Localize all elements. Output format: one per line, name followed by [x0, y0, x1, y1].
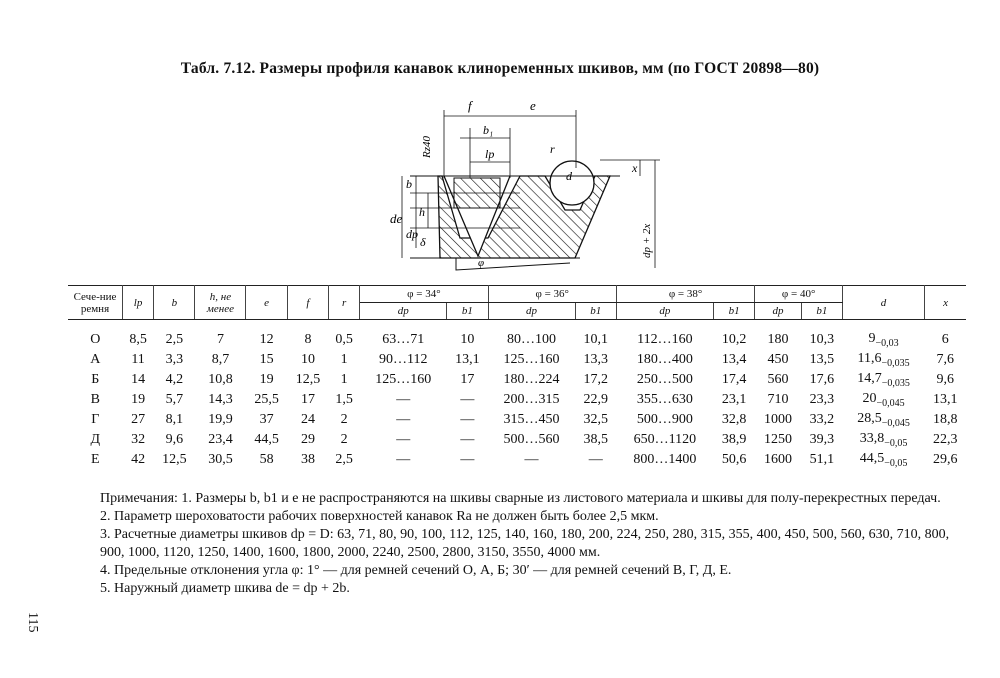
groove-dimensions-table [68, 285, 966, 470]
cell-lp: 11 [131, 352, 145, 367]
table-row [68, 370, 966, 390]
cell-b38: 17,4 [721, 372, 747, 387]
cell-x: 18,8 [933, 412, 958, 427]
cell-b38: 10,2 [721, 332, 747, 347]
cell-dp36: 80…100 [507, 332, 557, 347]
cell-d: $11,6_{-0,035}$ [857, 351, 910, 369]
header-dp40: dp [755, 303, 801, 320]
cell-b34: 13,1 [455, 352, 480, 367]
header-h: h, не менее [195, 286, 246, 320]
label-dp2x: dp + 2x [641, 223, 653, 258]
cell-sec: А [90, 352, 101, 367]
cell-e: 19 [259, 372, 274, 387]
cell-b: 4,2 [165, 372, 184, 387]
cell-d: $33,8_{-0,05}$ [859, 431, 908, 449]
header-dp38: dp [616, 303, 713, 320]
header-d: d [842, 286, 924, 320]
cell-b: 8,1 [165, 412, 184, 427]
cell-b34: 17 [460, 372, 475, 387]
header-lp: lp [123, 286, 154, 320]
header-b1-38: b1 [713, 303, 754, 320]
cell-b40: 39,3 [809, 432, 835, 447]
cell-b: 9,6 [165, 432, 184, 447]
cell-e: 25,5 [254, 392, 279, 407]
cell-dp36: 500…560 [503, 432, 560, 447]
table-row [68, 350, 966, 370]
cell-b36: 22,9 [583, 392, 608, 407]
cell-dp40: 1250 [763, 432, 792, 447]
header-r: r [329, 286, 360, 320]
label-e: e [530, 98, 536, 113]
cell-b34: — [460, 392, 475, 407]
label-dp: dp [406, 227, 418, 241]
cell-h: 23,4 [208, 432, 233, 447]
cell-f: 29 [300, 432, 315, 447]
cell-d: $28,5_{-0,045}$ [857, 411, 910, 429]
cell-b38: 50,6 [721, 452, 747, 467]
cell-b38: 38,9 [721, 432, 747, 447]
label-phi: φ [478, 257, 485, 269]
cell-b36: 10,1 [583, 332, 608, 347]
cell-dp34: 125…160 [375, 372, 432, 387]
table-row [68, 430, 966, 450]
cell-b36: — [588, 452, 603, 467]
cell-dp38: 250…500 [636, 372, 693, 387]
cell-dp36: 315…450 [503, 412, 560, 427]
header-x: x [925, 286, 966, 320]
cell-dp34: — [396, 452, 411, 467]
cell-x: 6 [941, 332, 949, 347]
cell-f: 38 [300, 452, 315, 467]
cell-dp38: 355…630 [636, 392, 693, 407]
cell-h: 14,3 [208, 392, 233, 407]
note-3: 3. Расчетные диаметры шкивов dp = D: 63, 71, 80, 90, 100, 112, 125, 140, 160, 180, 200, 224, 250, 280, 315, 355, 400, 450, 500, 560, 630, 710, 800, 900, 1000, 1120, 1250, 1400, 1600, 1800, 2000, 2240, 2500, 2800, 3150, 3550, 4000 мм. [100, 527, 950, 560]
cell-dp40: 180 [767, 332, 789, 347]
cell-lp: 32 [131, 432, 146, 447]
cell-r: 1,5 [335, 392, 353, 407]
table-title: Табл. 7.12. Размеры профиля канавок клиноременных шкивов, мм (по ГОСТ 20898—80) [180, 60, 820, 77]
cell-d: $44,5_{-0,05}$ [859, 451, 908, 469]
cell-f: 8 [304, 332, 312, 347]
cell-dp34: — [396, 412, 411, 427]
table-row [68, 330, 966, 350]
cell-dp34: 90…112 [379, 352, 428, 367]
notes [100, 490, 964, 598]
label-f: f [468, 98, 472, 113]
cell-e: 15 [259, 352, 274, 367]
cell-dp40: 1600 [763, 452, 792, 467]
header-phi38: φ = 38° [616, 286, 754, 303]
label-b: b [406, 177, 412, 191]
header-f: f [287, 286, 328, 320]
note-5: 5. Наружный диаметр шкива de = dp + 2b. [100, 581, 350, 596]
cell-b40: 17,6 [809, 372, 835, 387]
cell-h: 10,8 [208, 372, 233, 387]
cell-r: 1 [340, 372, 348, 387]
cell-b36: 17,2 [583, 372, 608, 387]
cell-dp36: 125…160 [503, 352, 560, 367]
cell-dp36: 200…315 [503, 392, 560, 407]
cell-d: $14,7_{-0,035}$ [857, 371, 910, 389]
cell-b34: — [460, 412, 475, 427]
cell-lp: 27 [131, 412, 146, 427]
header-section: Сече-ние ремня [68, 286, 123, 320]
cell-dp36: 180…224 [503, 372, 560, 387]
cell-x: 29,6 [933, 452, 958, 467]
cell-dp38: 180…400 [636, 352, 693, 367]
header-phi40: φ = 40° [755, 286, 843, 303]
cell-b: 2,5 [165, 332, 184, 347]
cell-sec: Б [91, 372, 100, 387]
label-d: d [566, 169, 572, 183]
cell-h: 30,5 [208, 452, 233, 467]
cell-d: $9_{-0,03}$ [868, 331, 899, 349]
cell-b: 3,3 [165, 352, 184, 367]
cell-f: 24 [300, 412, 315, 427]
cell-sec: О [90, 332, 101, 347]
cell-dp38: 650…1120 [633, 432, 697, 447]
label-lp: lp [485, 147, 495, 161]
cell-h: 7 [216, 332, 224, 347]
header-e: e [246, 286, 287, 320]
label-h: h [419, 205, 425, 219]
label-delta: δ [420, 235, 426, 249]
note-4: 4. Предельные отклонения угла φ: 1° — для ремней сечений О, А, Б; 30′ — для ремней сечений В, Г, Д, Е. [100, 563, 732, 578]
cell-sec: Г [91, 412, 100, 427]
cell-dp34: — [396, 432, 411, 447]
cell-h: 8,7 [211, 352, 230, 367]
cell-dp38: 800…1400 [633, 452, 697, 467]
cell-sec: Е [90, 452, 100, 467]
cell-f: 12,5 [295, 372, 321, 387]
cell-dp34: — [396, 392, 411, 407]
cell-b34: 10 [460, 332, 475, 347]
header-dp36: dp [488, 303, 575, 320]
cell-r: 1 [340, 352, 348, 367]
label-x: x [632, 161, 638, 175]
cell-dp38: 500…900 [636, 412, 693, 427]
cell-sec: В [90, 392, 100, 407]
table-row [68, 450, 966, 470]
cell-sec: Д [90, 432, 101, 447]
cell-e: 12 [259, 332, 274, 347]
cell-d: $20_{-0,045}$ [862, 391, 905, 409]
cell-dp38: 112…160 [637, 332, 693, 347]
cell-lp: 8,5 [129, 332, 147, 347]
cell-r: 2 [340, 432, 348, 447]
table-row [68, 390, 966, 410]
label-rz: Rz40 [421, 136, 433, 158]
cell-x: 9,6 [936, 372, 955, 387]
cell-dp40: 450 [767, 352, 789, 367]
header-b1-34: b1 [447, 303, 488, 320]
header-b1-40: b1 [801, 303, 842, 320]
cell-dp40: 560 [767, 372, 789, 387]
pulley-groove-profile-drawing [370, 98, 670, 278]
table-row [68, 410, 966, 430]
cell-b36: 32,5 [583, 412, 608, 427]
cell-b38: 23,1 [721, 392, 747, 407]
cell-dp36: — [524, 452, 539, 467]
cell-lp: 42 [131, 452, 146, 467]
cell-b36: 13,3 [583, 352, 608, 367]
cell-b40: 23,3 [809, 392, 835, 407]
cell-x: 13,1 [933, 392, 958, 407]
label-r: r [550, 142, 555, 156]
cell-b38: 32,8 [721, 412, 747, 427]
label-de: de [390, 211, 403, 226]
cell-r: 0,5 [335, 332, 353, 347]
cell-f: 17 [300, 392, 315, 407]
cell-b: 5,7 [165, 392, 184, 407]
cell-b36: 38,5 [583, 432, 608, 447]
cell-b40: 51,1 [809, 452, 835, 467]
cell-b40: 33,2 [809, 412, 835, 427]
cell-e: 58 [259, 452, 274, 467]
cell-f: 10 [300, 352, 315, 367]
cell-b34: — [460, 432, 475, 447]
cell-lp: 14 [131, 372, 146, 387]
cell-x: 22,3 [933, 432, 958, 447]
note-2: 2. Параметр шероховатости рабочих поверхностей канавок Ra не должен быть более 2,5 мкм. [100, 509, 659, 524]
header-b: b [154, 286, 195, 320]
cell-lp: 19 [131, 392, 146, 407]
cell-b38: 13,4 [721, 352, 747, 367]
header-dp34: dp [360, 303, 447, 320]
cell-h: 19,9 [208, 412, 233, 427]
note-1: Примечания: 1. Размеры b, b1 и e не распространяются на шкивы сварные из листового материала и шкивы для полу-перекрестных передач. [100, 491, 941, 506]
label-b1: b₁ [483, 123, 494, 137]
cell-b34: — [460, 452, 475, 467]
cell-e: 44,5 [254, 432, 279, 447]
cell-dp40: 1000 [763, 412, 792, 427]
cell-dp40: 710 [767, 392, 789, 407]
cell-r: 2 [340, 412, 348, 427]
header-b1-36: b1 [575, 303, 616, 320]
cell-b40: 13,5 [809, 352, 835, 367]
page-number: 115 [25, 612, 40, 633]
cell-e: 37 [259, 412, 274, 427]
header-phi34: φ = 34° [360, 286, 488, 303]
cell-b40: 10,3 [809, 332, 835, 347]
cell-r: 2,5 [335, 452, 353, 467]
cell-b: 12,5 [162, 452, 187, 467]
cell-x: 7,6 [936, 352, 955, 367]
cell-dp34: 63…71 [382, 332, 425, 347]
header-phi36: φ = 36° [488, 286, 616, 303]
